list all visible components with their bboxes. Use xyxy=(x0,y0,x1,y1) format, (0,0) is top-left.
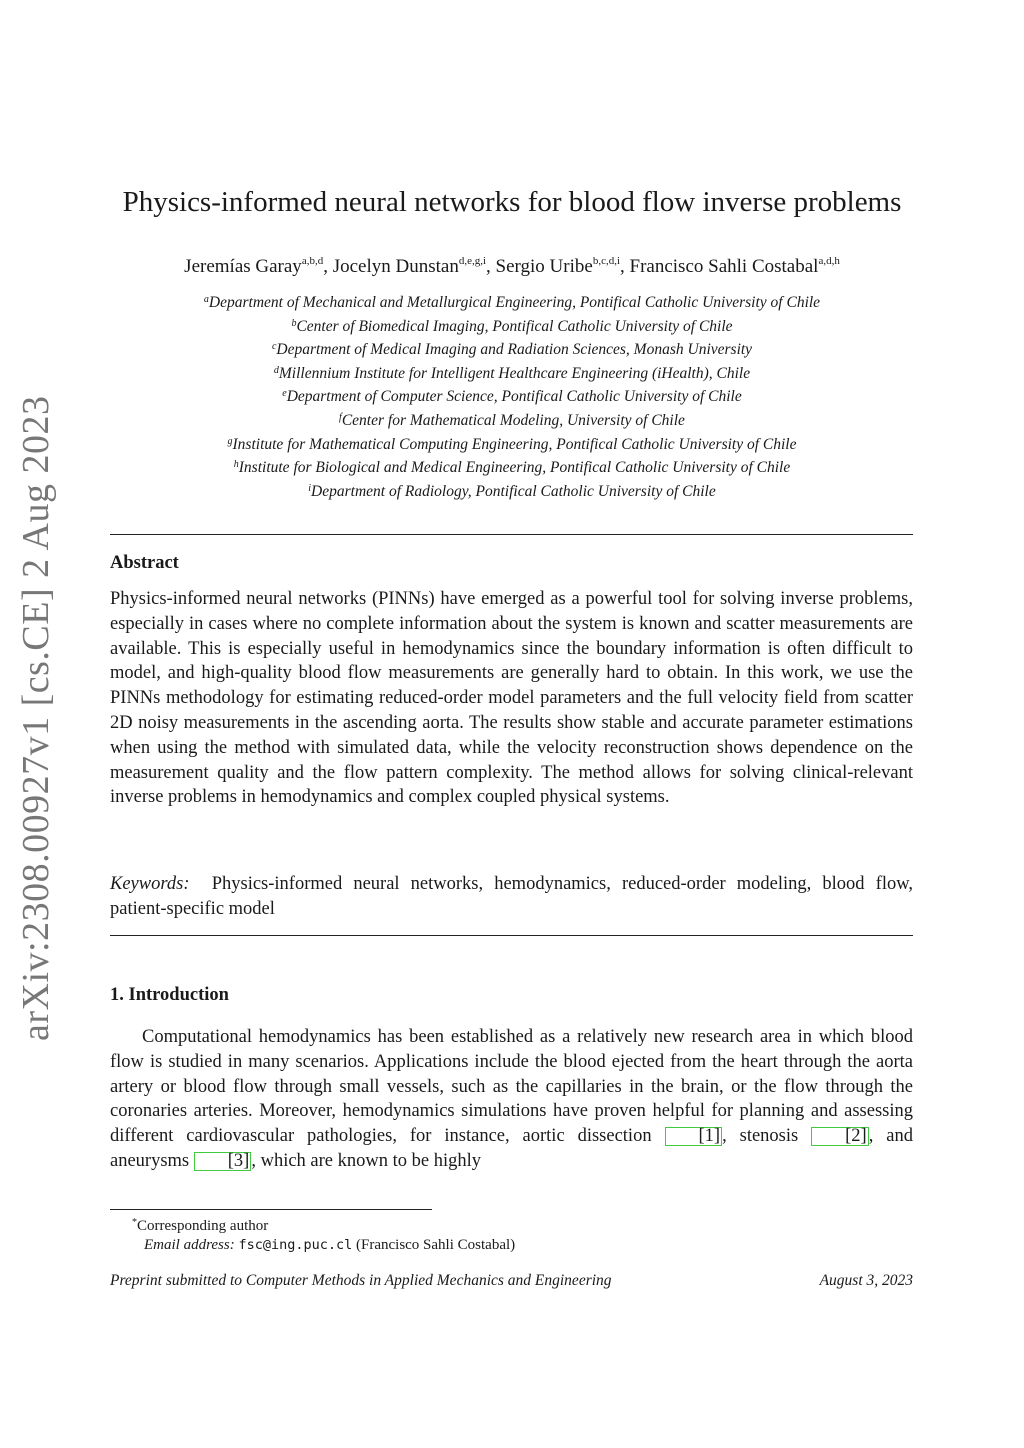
abstract-heading: Abstract xyxy=(110,553,179,573)
affiliation-text: Department of Computer Science, Pontifical Catholic University of Chile xyxy=(286,388,742,406)
affiliation-text: Department of Radiology, Pontifical Catholic University of Chile xyxy=(311,482,716,500)
author-affil-marks: a,d,h xyxy=(818,255,840,267)
affiliation-text: Department of Medical Imaging and Radiation Sciences, Monash University xyxy=(276,341,753,359)
affiliation xyxy=(0,314,1024,338)
author-name: Francisco Sahli Costabal xyxy=(629,256,819,277)
affiliation-mark: h xyxy=(233,459,239,471)
affiliation xyxy=(0,337,1024,361)
citation-link[interactable]: [3] xyxy=(194,1152,252,1171)
affiliation-text: Institute for Mathematical Computing Engineering, Pontifical Catholic University of Chile xyxy=(232,435,797,453)
affiliation-mark: c xyxy=(271,341,277,353)
keywords-label: Keywords: xyxy=(110,874,190,894)
affiliation-mark: d xyxy=(273,364,279,376)
keywords xyxy=(110,872,913,922)
intro-text-segment: Computational hemodynamics has been established as a relatively new research area in which blood flow is studied in many scenarios. Applications include the blood ejected from the heart through the aorta artery or blood flow through small vessels, such as the capillaries in the brain, or the flow through the coronaries arteries. Moreover, hemodynamics simulations have proven helpful for planning and assessing different cardiovascular pathologies, for instance, aortic dissection xyxy=(110,1027,913,1147)
citation-link[interactable]: [2] xyxy=(811,1127,869,1146)
affiliation-mark: f xyxy=(339,411,342,423)
author-affil-marks: a,b,d xyxy=(301,255,324,267)
author-affil-marks: b,c,d,i xyxy=(592,255,621,267)
author-affil-marks: d,e,g,i xyxy=(458,255,487,267)
affiliation-list xyxy=(0,290,1024,502)
affiliation-text: Center for Mathematical Modeling, University of Chile xyxy=(341,411,685,429)
citation-link[interactable]: [1] xyxy=(665,1127,723,1146)
abstract-top-rule xyxy=(110,534,913,535)
intro-text-segment: , and aneurysms xyxy=(110,1126,913,1171)
intro-text-segment: , stenosis xyxy=(722,1126,812,1147)
section-heading-introduction: 1. Introduction xyxy=(110,985,229,1005)
affiliation xyxy=(0,479,1024,503)
author-name: Jocelyn Dunstan xyxy=(332,256,459,277)
affiliation-mark: b xyxy=(291,317,297,329)
affiliation xyxy=(0,384,1024,408)
footnote-corresponding-text: Corresponding author xyxy=(137,1218,269,1234)
affiliation-mark: i xyxy=(308,482,312,494)
arxiv-id: arXiv:2308.00927v1 [cs.CE] 2 Aug 2023 xyxy=(15,395,57,1041)
email-owner: (Francisco Sahli Costabal) xyxy=(356,1237,516,1253)
affiliation-mark: e xyxy=(282,388,287,400)
keywords-text: Physics-informed neural networks, hemodynamics, reduced-order modeling, blood flow, patient-specific model xyxy=(110,874,913,919)
footnote-mark: * xyxy=(132,1217,137,1228)
affiliation-mark: a xyxy=(203,294,209,305)
affiliation-text: Institute for Biological and Medical Engineering, Pontifical Catholic University of Chile xyxy=(238,459,791,477)
affiliation xyxy=(0,361,1024,385)
footnote-rule xyxy=(110,1209,432,1210)
abstract-bottom-rule xyxy=(110,935,913,936)
intro-text-segment: , which are known to be highly xyxy=(251,1150,481,1171)
paper-title: Physics-informed neural networks for blood flow inverse problems xyxy=(122,186,902,218)
affiliation-text: Department of Mechanical and Metallurgical Engineering, Pontifical Catholic University of Chile xyxy=(208,294,821,311)
affiliation-text: Millennium Institute for Intelligent Healthcare Engineering (iHealth), Chile xyxy=(278,364,751,382)
author-name: Jeremías Garay xyxy=(184,256,302,277)
footnote-email xyxy=(110,1235,515,1255)
footnote-corresponding xyxy=(110,1213,268,1236)
abstract-text: Physics-informed neural networks (PINNs) have emerged as a powerful tool for solving inverse problems, especially in cases where no complete information about the system is known and scatter measurements are available. This is especially useful in hemodynamics since the boundary information is often difficult to model, and high-quality blood flow measurements are generally hard to obtain. In this work, we use the PINNs methodology for estimating reduced-order model parameters and the full velocity field from scatter 2D noisy measurements in the ascending aorta. The results show stable and accurate parameter estimations when using the method with simulated data, while the velocity reconstruction shows dependence on the measurement quality and the flow pattern complexity. The method allows for solving clinical-relevant inverse problems in hemodynamics and complex coupled physical systems. xyxy=(110,589,913,808)
affiliation-mark: g xyxy=(227,435,233,447)
introduction-text xyxy=(110,1025,913,1174)
author-list: Jeremías Garay$^{a,b,d}$, Jocelyn Dunstan$^{d,e,g,i}$, Sergio Uribe$^{b,c,d,i}$, Francisco Sahli Costabal$^{a,d,h}$ xyxy=(184,255,840,277)
email-address[interactable]: fsc@ing.puc.cl xyxy=(238,1237,353,1253)
affiliation xyxy=(0,290,1024,314)
footer-journal: Preprint submitted to Computer Methods in Applied Mechanics and Engineering xyxy=(110,1272,612,1289)
affiliation xyxy=(0,408,1024,432)
affiliation xyxy=(0,455,1024,479)
affiliation-text: Center of Biomedical Imaging, Pontifical Catholic University of Chile xyxy=(296,317,733,335)
affiliation xyxy=(0,432,1024,456)
footer-date: August 3, 2023 xyxy=(819,1272,913,1289)
author-name: Sergio Uribe xyxy=(495,256,593,277)
email-label: Email address: xyxy=(144,1237,235,1253)
